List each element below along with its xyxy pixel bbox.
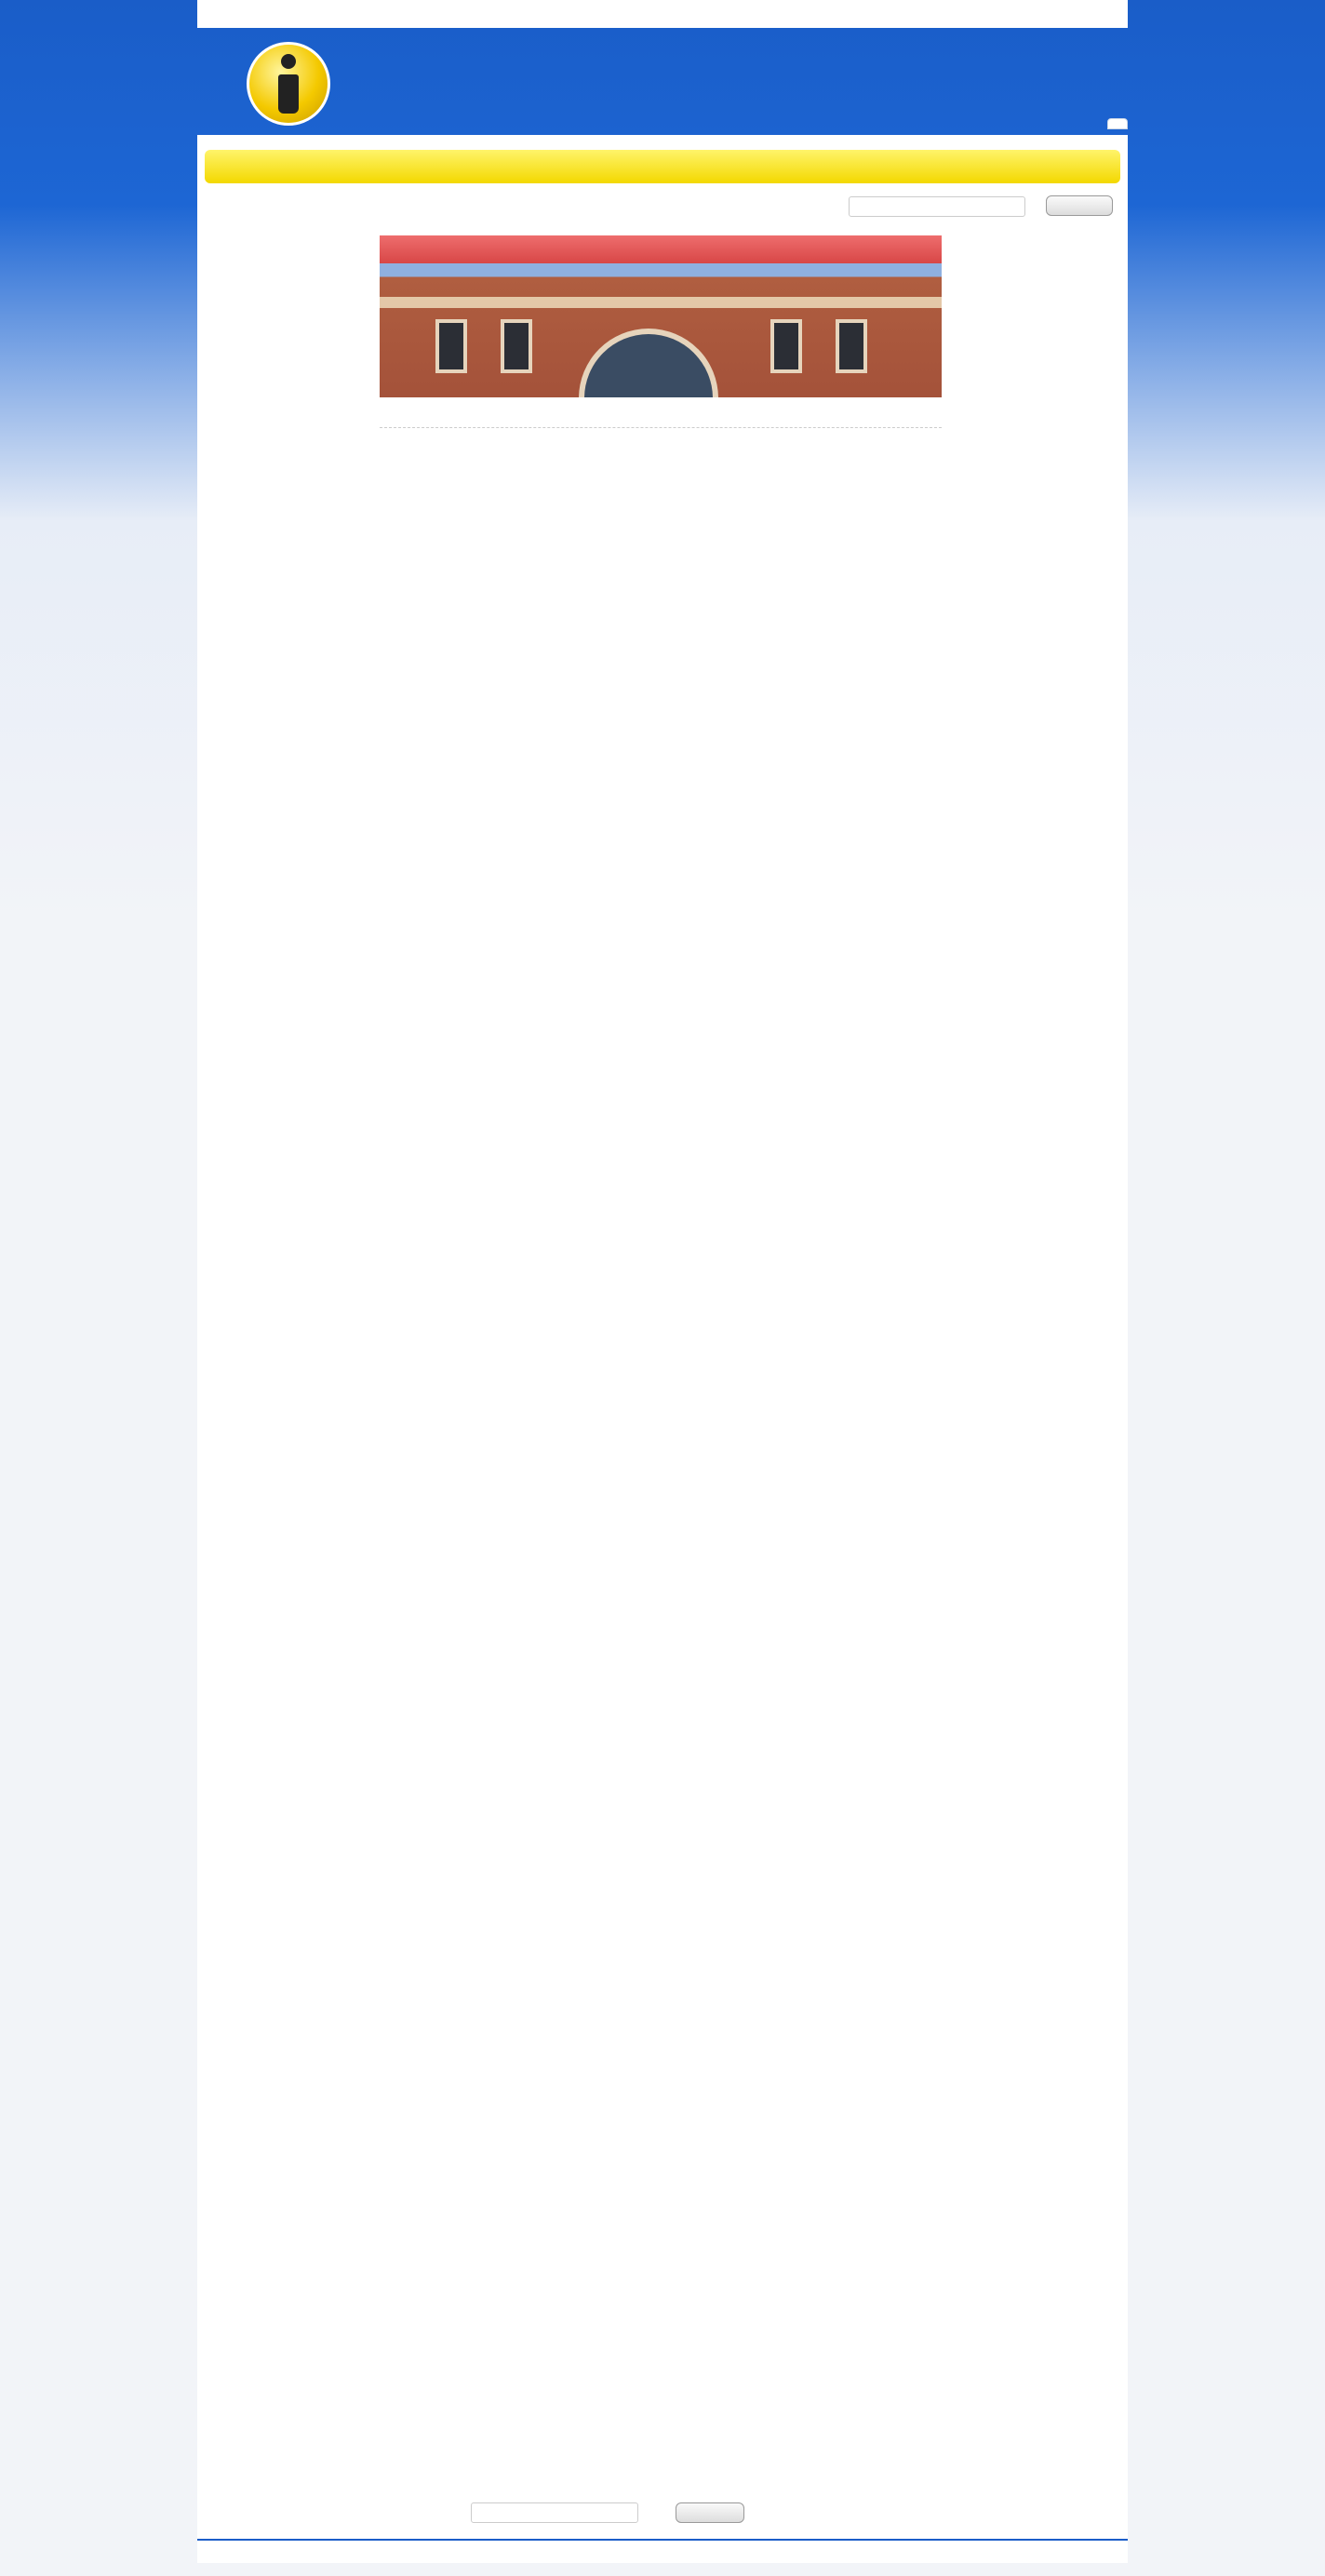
- top-bar: [197, 0, 1128, 28]
- info-bar: [210, 191, 1120, 228]
- footer: [197, 2539, 1128, 2563]
- main-nav: [205, 150, 1120, 183]
- search-button[interactable]: [1046, 195, 1113, 216]
- add-to-favorites-link[interactable]: [1107, 118, 1128, 129]
- main-content: [380, 235, 942, 443]
- news-actions-bottom: [380, 428, 942, 443]
- news-actions-top: [380, 412, 942, 428]
- logo-icon[interactable]: [247, 42, 330, 126]
- online-counter: [620, 200, 636, 212]
- featured-title: [380, 235, 942, 263]
- news-search-button[interactable]: [676, 2502, 744, 2523]
- news-search: [380, 2499, 942, 2536]
- news-search-input[interactable]: [471, 2502, 638, 2523]
- search-input[interactable]: [849, 196, 1025, 217]
- featured-tags: [380, 397, 942, 412]
- page-container: [197, 135, 1128, 2539]
- featured-photo[interactable]: [380, 263, 942, 397]
